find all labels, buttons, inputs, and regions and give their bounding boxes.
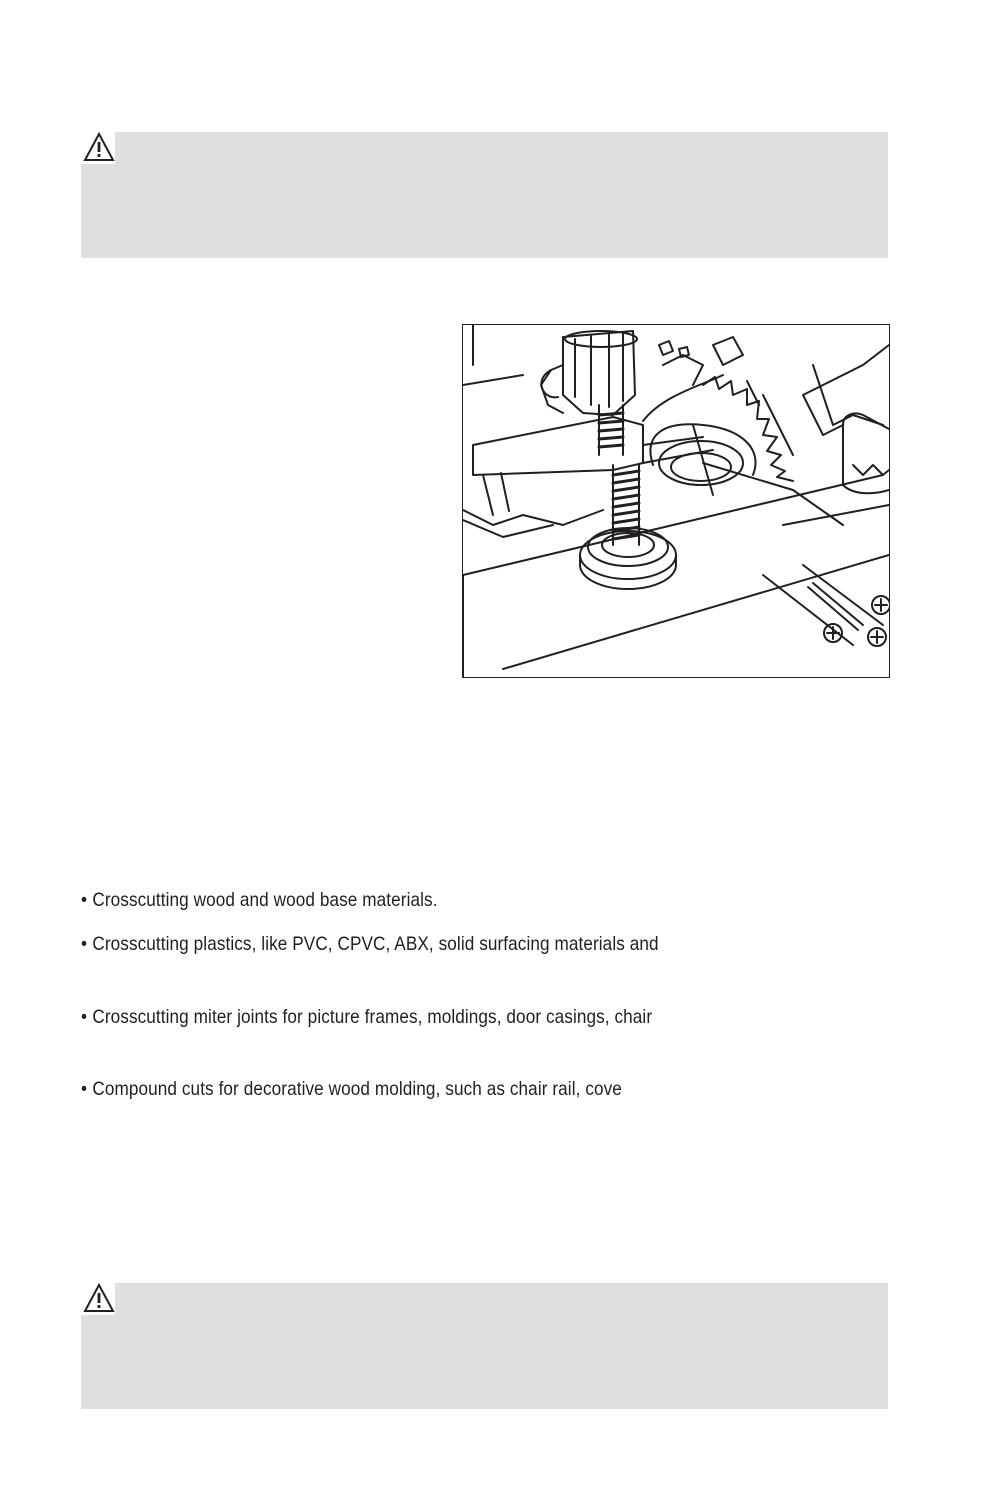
warning-triangle-icon xyxy=(81,132,115,164)
warning-box-top xyxy=(81,132,888,258)
bullet-text: Crosscutting wood and wood base materials. xyxy=(92,889,438,911)
bullet-marker: • xyxy=(81,1078,88,1100)
bullet-marker: • xyxy=(81,933,88,955)
saw-clamp-illustration xyxy=(462,324,890,678)
list-item xyxy=(81,888,438,912)
bullet-text: Crosscutting plastics, like PVC, CPVC, ABX, solid surfacing materials and xyxy=(92,933,659,955)
bullet-marker: • xyxy=(81,1006,88,1028)
warning-box-bottom xyxy=(81,1283,888,1409)
bullet-marker: • xyxy=(81,889,88,911)
warning-triangle-icon xyxy=(81,1283,115,1315)
list-item xyxy=(81,1005,652,1029)
list-item xyxy=(81,932,659,956)
bullet-text: Crosscutting miter joints for picture frames, moldings, door casings, chair xyxy=(92,1006,653,1028)
list-item xyxy=(81,1077,622,1101)
bullet-text: Compound cuts for decorative wood molding, such as chair rail, cove xyxy=(92,1078,622,1100)
